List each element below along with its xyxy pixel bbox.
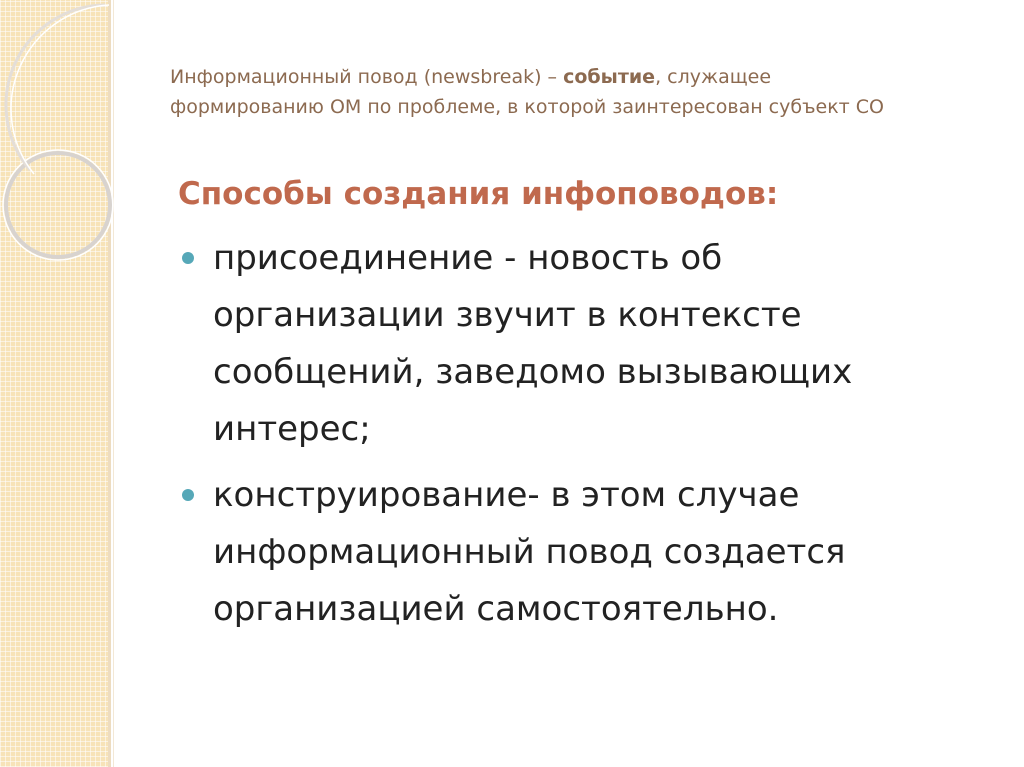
decorative-circles [0,0,130,300]
title-part-1: Информационный повод (newsbreak) – [170,66,564,88]
bullet-line: организации звучит в контексте [213,295,802,335]
bullet-line: организацией самостоятельно. [213,589,779,629]
title-line-2: формированию ОМ по проблеме, в которой заинтересован субъект СО [170,96,885,118]
bullet-line: интерес; [213,409,371,449]
bullet-line: сообщений, заведомо вызывающих [213,352,853,392]
title-bold-word: событие [563,66,656,88]
slide-title [170,62,970,122]
bullet-item [180,230,980,458]
bullet-list [180,230,980,647]
bullet-line: информационный повод создается [213,532,846,572]
bullet-line: конструирование- в этом случае [213,475,800,515]
bullet-marker [182,252,194,264]
decor-ring-lower [6,153,110,257]
bullet-line: присоединение - новость об [213,238,723,278]
decor-arc-upper [6,5,105,170]
bullet-marker [182,489,194,501]
decor-arc-upper-highlight [11,5,109,174]
section-heading: Способы создания инфоповодов: [178,176,779,212]
decor-ring-lower-highlight [3,150,113,260]
bullet-item [180,467,980,638]
title-part-2: , служащее [655,66,772,88]
